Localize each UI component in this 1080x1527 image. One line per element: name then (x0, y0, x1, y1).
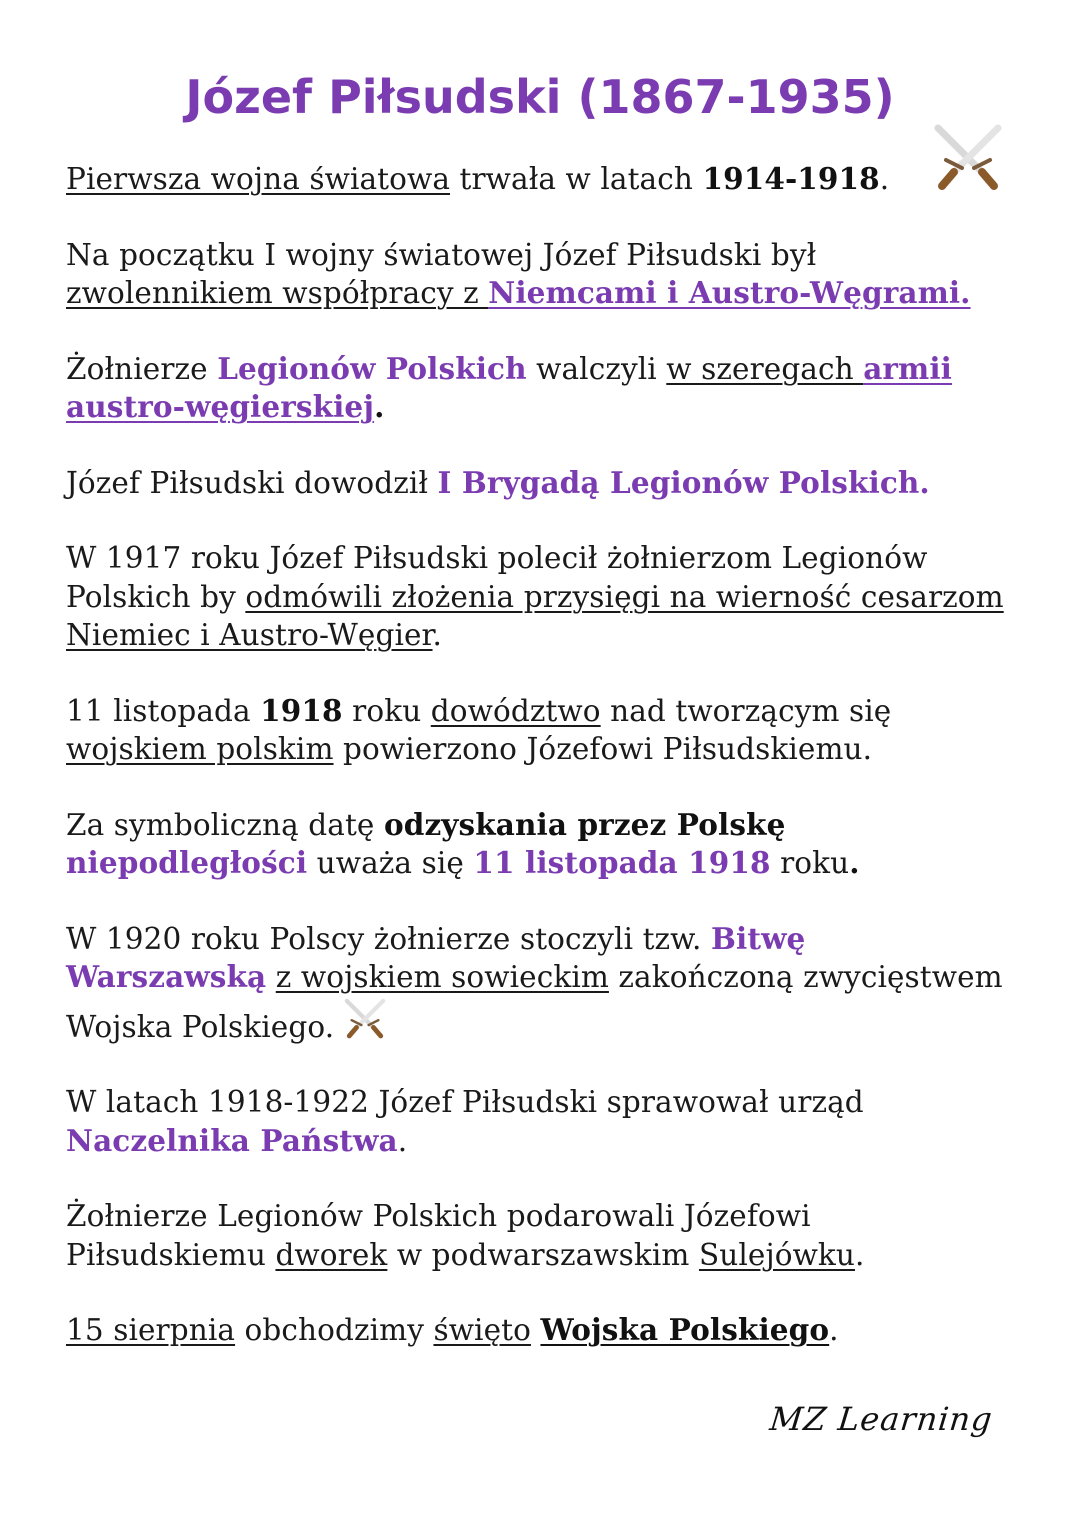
text: . (829, 1313, 839, 1347)
text: 11 listopada (66, 693, 261, 728)
text: obchodzimy (235, 1313, 434, 1347)
text: . (432, 618, 442, 652)
paragraph-10 (66, 1197, 1016, 1274)
paragraph-7 (66, 806, 1016, 883)
text: W latach 1918-1922 Józef Piłsudski sprawował urząd (66, 1085, 864, 1119)
paragraph-11 (66, 1311, 1016, 1350)
text-bold: 1914-1918 (702, 161, 880, 196)
text: walczyli (526, 351, 667, 386)
paragraph-4 (66, 464, 1016, 503)
paragraph-1 (66, 160, 1016, 199)
text-underlined: odmówili złożenia przysięgi na wierność cesarzom Niemiec i Austro-Węgier (66, 579, 1004, 652)
text-highlight: Naczelnika Państwa (66, 1122, 398, 1158)
text-underlined: Sulejówku (698, 1237, 856, 1272)
text: Na początku I wojny światowej Józef Piłsudski był (66, 237, 817, 272)
text: . (855, 1237, 865, 1272)
text-highlight: niepodległości (66, 845, 308, 880)
text: w podwarszawskim (387, 1237, 699, 1272)
text-underlined: wojskiem polskim (66, 732, 334, 766)
text-underlined: zwolennikiem współpracy z (66, 276, 489, 310)
text: roku (770, 846, 850, 880)
text: . (397, 1123, 408, 1158)
text: Józef Piłsudski dowodził (66, 465, 438, 500)
text: roku (342, 693, 431, 728)
author-signature: MZ Learning (768, 1400, 995, 1438)
crossed-swords-icon (342, 997, 388, 1041)
text: W 1920 roku Polscy żołnierze stoczyli tzw. (66, 921, 711, 956)
text: powierzono Józefowi Piłsudskiemu. (333, 732, 873, 766)
text-bold: 1918 (260, 692, 343, 728)
text: Żołnierze Legionów Polskich podarowali Józefowi Piłsudskiemu (66, 1199, 811, 1272)
text-underlined: dowództwo (430, 693, 601, 728)
text: trwała w latach (450, 162, 703, 196)
text: W 1917 roku Józef Piłsudski polecił żołnierzom Legionów Polskich by (66, 541, 928, 614)
text-bold: . (374, 389, 385, 424)
paragraph-6 (66, 692, 1016, 769)
paragraph-2 (66, 236, 1016, 313)
text-highlight: Legionów Polskich (217, 350, 527, 386)
text-highlight: 11 listopada 1918 (473, 845, 771, 880)
text-underlined: w szeregach (666, 351, 864, 386)
page-title: Józef Piłsudski (1867-1935) (185, 70, 895, 124)
text-underlined: 15 sierpnia (66, 1313, 236, 1347)
text: Żołnierze (66, 351, 218, 386)
text-bold: odzyskania przez Polskę (383, 806, 786, 842)
text: Za symboliczną datę (66, 807, 384, 842)
text-highlight: Niemcami i Austro-Węgrami. (488, 275, 971, 310)
content-body (66, 160, 1016, 1387)
text (531, 1313, 540, 1347)
text-underlined: święto (433, 1313, 531, 1347)
paragraph-5 (66, 539, 1016, 655)
text-highlight: I Brygadą Legionów Polskich. (437, 464, 930, 500)
text-highlight: armii austro-węgierskiej (66, 350, 952, 424)
paragraph-3 (66, 350, 1016, 427)
paragraph-9 (66, 1083, 1016, 1160)
text-underlined: dworek (275, 1237, 388, 1272)
text: zakończoną zwycięstwem Wojska Polskiego. (66, 960, 1003, 1044)
text-highlight: Bitwę Warszawską (66, 920, 806, 994)
text-underlined: z wojskiem sowieckim (275, 960, 609, 994)
text-underlined: Pierwsza wojna światowa (66, 162, 451, 196)
text-bold-underlined: Wojska Polskiego (540, 1312, 830, 1347)
text (266, 960, 275, 994)
text-bold: . (849, 845, 860, 880)
text: uważa się (307, 846, 474, 880)
paragraph-8 (66, 920, 1016, 1047)
text: . (879, 162, 890, 196)
text: nad tworzącym się (600, 693, 892, 728)
